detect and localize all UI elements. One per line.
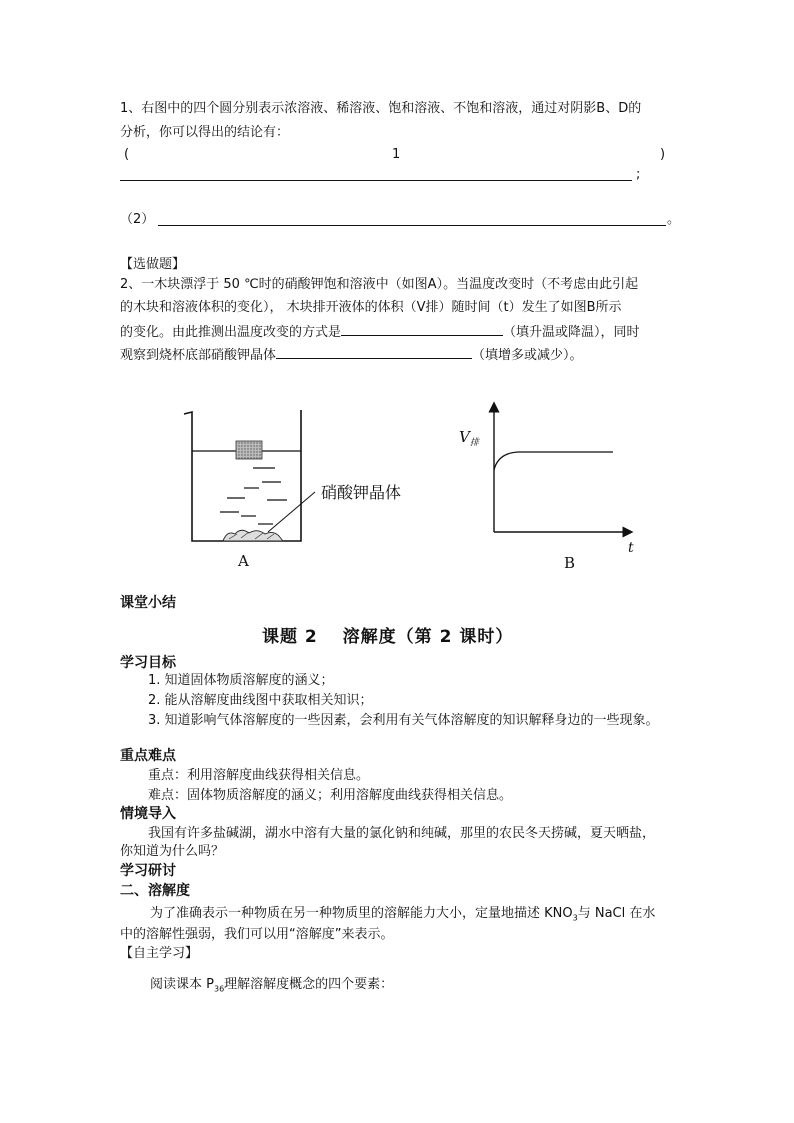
figure-a-beaker xyxy=(175,400,435,575)
goal-item-2: 2. 能从溶解度曲线图中获取相关知识； xyxy=(148,693,373,708)
goal-item-1: 1. 知道固体物质溶解度的涵义； xyxy=(148,673,334,688)
read-text-a: 阅读课本 P xyxy=(150,977,214,992)
optional-line3-text-b: （填升温或降温），同时 xyxy=(503,325,640,340)
q1-answer-line-1[interactable] xyxy=(120,180,632,181)
label-leader-line xyxy=(268,492,315,532)
optional-line4-text-b: （填增多或减少）。 xyxy=(472,348,583,363)
y-axis-label: V xyxy=(459,428,470,446)
crystal-label: 硝酸钾晶体 xyxy=(321,483,402,502)
y-axis-sub: 排 xyxy=(469,438,479,448)
kno3-crystals xyxy=(223,530,283,541)
q1-item-number: 1 xyxy=(392,147,401,162)
volume-curve xyxy=(494,452,613,470)
figure-a-caption: A xyxy=(238,552,249,570)
study-line1-text-b: 与 NaCl 在水 xyxy=(577,906,656,921)
crystal-blank[interactable] xyxy=(276,345,472,359)
study-line2: 中的溶解性强弱，我们可以用“溶解度”来表示。 xyxy=(120,927,394,942)
optional-heading: 【选做题】 xyxy=(120,257,186,272)
section-heading: 二、溶解度 xyxy=(120,883,190,899)
x-axis-label: t xyxy=(628,540,634,556)
q1-open-paren: ( xyxy=(124,147,130,162)
figure-b-caption: B xyxy=(564,554,576,572)
optional-line3 xyxy=(120,322,640,342)
goals-heading: 学习目标 xyxy=(120,655,176,671)
q1-item2-label: （2） xyxy=(120,212,155,227)
page-subscript: 36 xyxy=(213,984,225,994)
summary-heading: 课堂小结 xyxy=(120,595,176,611)
focus-heading: 重点难点 xyxy=(120,748,176,764)
liquid-dashes xyxy=(220,468,287,524)
wooden-block xyxy=(236,441,262,459)
q1-semicolon: ; xyxy=(636,167,641,182)
focus-key: 重点：利用溶解度曲线获得相关信息。 xyxy=(148,768,370,783)
q1-answer-line-2[interactable] xyxy=(158,225,666,226)
intro-line2: 你知道为什么吗？ xyxy=(120,844,225,859)
self-study-heading: 【自主学习】 xyxy=(120,946,199,961)
read-instruction xyxy=(150,976,393,999)
optional-line1: 2、一木块漂浮于 50 ℃时的硝酸钾饱和溶液中（如图A）。当温度改变时（不考虑由此引起 xyxy=(120,277,639,292)
temperature-blank[interactable] xyxy=(341,322,503,336)
q1-close-paren: ) xyxy=(660,147,666,162)
q1-period: 。 xyxy=(667,212,681,227)
intro-heading: 情境导入 xyxy=(120,806,176,822)
goal-item-3: 3. 知道影响气体溶解度的一些因素，会利用有关气体溶解度的知识解释身边的一些现象。 xyxy=(148,713,659,728)
q1-line2: 分析，你可以得出的结论有： xyxy=(120,125,290,140)
optional-line4-text-a: 观察到烧杯底部硝酸钾晶体 xyxy=(120,348,277,363)
optional-line3-text-a: 的变化。由此推测出温度改变的方式是 xyxy=(120,325,342,340)
focus-difficult: 难点：固体物质溶解度的涵义；利用溶解度曲线获得相关信息。 xyxy=(148,788,513,803)
beaker-outline xyxy=(184,410,301,541)
optional-line4 xyxy=(120,345,583,365)
read-text-b: 理解溶解度概念的四个要素： xyxy=(224,977,394,992)
study-heading: 学习研讨 xyxy=(120,863,176,879)
lesson-title: 课题 2 溶解度（第 2 课时） xyxy=(262,627,514,647)
intro-line1: 我国有许多盐碱湖，湖水中溶有大量的氯化钠和纯碱，那里的农民冬天捞碱，夏天晒盐， xyxy=(148,826,656,841)
figure-b-graph xyxy=(450,395,645,575)
study-line1 xyxy=(150,905,655,928)
kno3-subscript: 3 xyxy=(572,913,578,923)
study-line1-text-a: 为了准确表示一种物质在另一种物质里的溶解能力大小，定量地描述 KNO xyxy=(150,906,573,921)
svg-text:V排 xyxy=(459,428,480,448)
optional-line2: 的木块和溶液体积的变化）， 木块排开液体的体积（V排）随时间（t）发生了如图B所示 xyxy=(120,300,622,315)
q1-line1: 1、右图中的四个圆分别表示浓溶液、稀溶液、饱和溶液、不饱和溶液，通过对阴影B、D的 xyxy=(120,101,642,116)
